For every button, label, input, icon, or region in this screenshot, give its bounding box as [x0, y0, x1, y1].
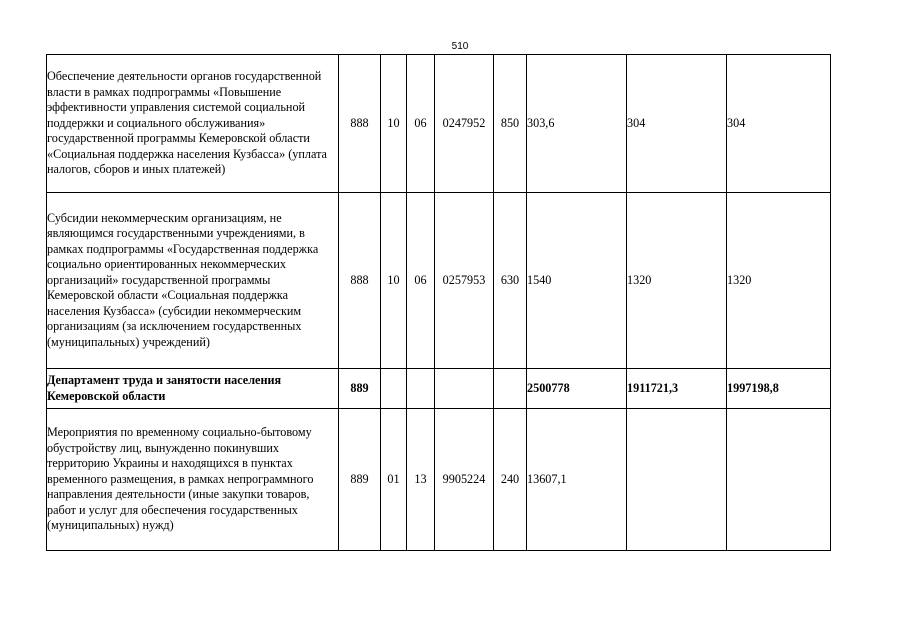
ministry-code: 888 [339, 193, 381, 369]
subsection-code: 06 [407, 55, 435, 193]
section-code: 10 [381, 55, 407, 193]
sum-year-3: 304 [727, 55, 831, 193]
target-article-code [435, 369, 494, 409]
subsection-code [407, 369, 435, 409]
expense-type-code: 850 [494, 55, 527, 193]
sum-year-1: 303,6 [527, 55, 627, 193]
target-article-code: 0247952 [435, 55, 494, 193]
row-description: Департамент труда и занятости населения Кемеровской области [47, 369, 339, 409]
sum-year-2: 304 [627, 55, 727, 193]
sum-year-3: 1320 [727, 193, 831, 369]
table-row [47, 409, 831, 551]
sum-year-3 [727, 409, 831, 551]
sum-year-1: 2500778 [527, 369, 627, 409]
sum-year-2: 1911721,3 [627, 369, 727, 409]
subsection-code: 06 [407, 193, 435, 369]
sum-year-2 [627, 409, 727, 551]
section-code: 10 [381, 193, 407, 369]
table-row [47, 55, 831, 193]
sum-year-3: 1997198,8 [727, 369, 831, 409]
sum-year-2: 1320 [627, 193, 727, 369]
ministry-code: 888 [339, 55, 381, 193]
section-code: 01 [381, 409, 407, 551]
target-article-code: 9905224 [435, 409, 494, 551]
sum-year-1: 13607,1 [527, 409, 627, 551]
row-description: Обеспечение деятельности органов государственной власти в рамках подпрограммы «Повышение эффективности управления системой социальной поддержки и социального обслуживания» государственной программы Кемеровской области «Социальная поддержка населения Кузбасса» (уплата налогов, сборов и иных платежей) [47, 55, 339, 193]
row-description: Мероприятия по временному социально-бытовому обустройству лиц, вынужденно покинувших территорию Украины и находящихся в пунктах временного размещения, в рамках непрограммного направления деятельности (иные закупки товаров, работ и услуг для обеспечения государственных (муниципальных) нужд) [47, 409, 339, 551]
table-row [47, 193, 831, 369]
page-number: 510 [451, 41, 469, 52]
expense-type-code: 630 [494, 193, 527, 369]
budget-table [46, 54, 831, 551]
section-code [381, 369, 407, 409]
ministry-code: 889 [339, 409, 381, 551]
target-article-code: 0257953 [435, 193, 494, 369]
row-description: Субсидии некоммерческим организациям, не являющимся государственными учреждениями, в рамках подпрограммы «Государственная поддержка социально ориентированных некоммерческих организаций» государственной программы Кемеровской области «Социальная поддержка населения Кузбасса» (субсидии некоммерческим организациям (за исключением государственных (муниципальных) учреждений) [47, 193, 339, 369]
table-row [47, 369, 831, 409]
ministry-code: 889 [339, 369, 381, 409]
subsection-code: 13 [407, 409, 435, 551]
sum-year-1: 1540 [527, 193, 627, 369]
expense-type-code: 240 [494, 409, 527, 551]
expense-type-code [494, 369, 527, 409]
